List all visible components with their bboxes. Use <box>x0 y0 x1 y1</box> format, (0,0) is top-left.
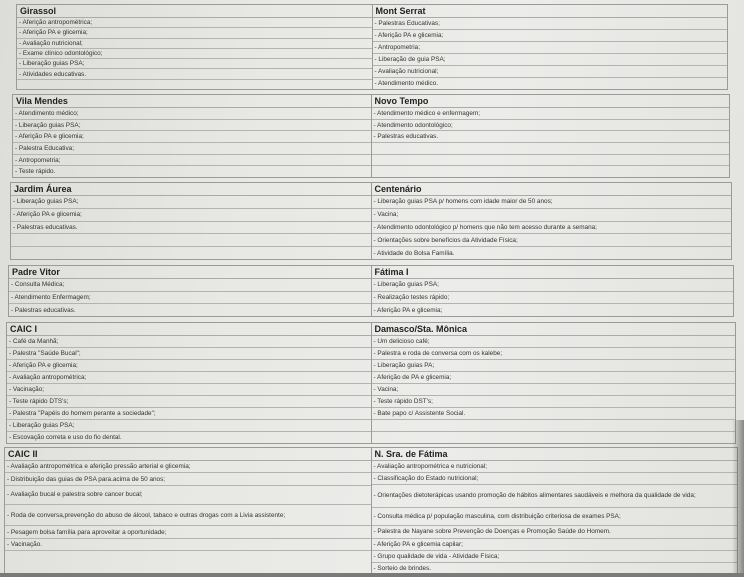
unit-title: CAIC II <box>5 448 371 461</box>
page-shadow <box>732 420 744 577</box>
list-item: - Atendimento odontológico; <box>372 120 730 132</box>
list-item: - Atividades educativas. <box>17 69 372 79</box>
list-item: - Atendimento médico. <box>374 80 439 87</box>
unit-centenario <box>372 183 732 259</box>
list-item: - Sorteio de brindes. <box>373 564 432 572</box>
section-caic2-nsrafatima <box>4 447 738 575</box>
list-item: - Liberação guias PSA; <box>372 279 734 292</box>
list-item: - Avaliação antropométrica e nutricional; <box>372 461 738 473</box>
list-item: - Aferição antropométrica; <box>17 18 372 28</box>
list-item: - Escovação correta e uso do fio dental. <box>9 434 122 441</box>
unit-vila-mendes <box>13 95 372 177</box>
list-item <box>11 247 371 259</box>
unit-jardim-aurea <box>11 183 372 259</box>
unit-title: Mont Serrat <box>373 5 728 18</box>
list-item: - Um delicioso café; <box>372 336 736 348</box>
list-item <box>372 143 730 155</box>
list-item: - Liberação guias PA; <box>372 360 736 372</box>
list-item: - Vacinação; <box>7 384 371 396</box>
list-item: - Distribuição das guias de PSA para.acima de 50 anos; <box>5 473 371 485</box>
list-item: - Aferição PA e glicemia; <box>17 28 372 38</box>
list-item: - Aferição PA e glicemia capilar; <box>372 539 738 551</box>
list-item: - Palestra "Papéis do homem perante a sociedade"; <box>7 408 371 420</box>
page-edge <box>0 573 744 577</box>
list-item: - Grupo qualidade de vida - Atividade Física; <box>372 551 738 563</box>
section-padrevitor-fatima <box>8 265 734 317</box>
list-item: - Orientações dietoterápicas usando promoção de hábitos alimentares saudáveis e melhora da qualidade de vida; <box>372 485 738 507</box>
list-item: - Atendimento odontológico p/ homens que não tem acesso durante a semana; <box>372 222 732 235</box>
unit-title: N. Sra. de Fátima <box>372 448 738 461</box>
unit-title: Jardim Áurea <box>11 183 371 196</box>
list-item: - Teste rápido DST's; <box>372 396 736 408</box>
list-item <box>17 80 372 89</box>
unit-damasco-sta-monica <box>372 323 736 443</box>
list-item: - Roda de conversa,prevenção do abuso de álcool, tabaco e outras drogas com a Livia assistente; <box>5 505 371 526</box>
unit-title: Fátima I <box>372 266 734 279</box>
list-item: - Realização testes rápido; <box>372 292 734 305</box>
list-item: - Palestra e roda de conversa com os kalebe; <box>372 348 736 360</box>
list-item: - Atendimento médico e enfermagem; <box>372 108 730 120</box>
list-item: - Palestras educativas. <box>11 306 76 314</box>
list-item <box>372 420 736 432</box>
list-item: - Aferição PA e glicemia; <box>373 30 728 42</box>
unit-title: Padre Vitor <box>9 266 371 279</box>
list-item: - Liberação guias PSA; <box>17 59 372 69</box>
unit-title: Centenário <box>372 183 732 196</box>
list-item: - Palestras Educativas; <box>373 18 728 30</box>
list-item <box>372 166 730 177</box>
list-item: - Atendimento Enfermagem; <box>9 292 371 305</box>
list-item: - Atendimento médico; <box>13 108 371 120</box>
list-item: - Palestra de Nayane sobre Prevenção de Doenças e Promoção Saúde do Homem. <box>372 526 738 538</box>
list-item: - Aferição PA e glicemia; <box>13 131 371 143</box>
list-item: - Aferição PA e glicemia; <box>11 209 371 222</box>
section-vilamendes-novotempo <box>12 94 730 178</box>
section-caic1-damasco <box>6 322 736 444</box>
unit-fatima-i <box>372 266 734 316</box>
list-item: - Exame clínico odontológico; <box>17 49 372 59</box>
unit-n-sra-de-fatima <box>372 448 738 574</box>
list-item <box>5 551 371 574</box>
list-item: - Orientações sobre benefícios da Atividade Física; <box>372 234 732 247</box>
unit-girassol <box>17 5 373 89</box>
section-girassol-montserrat <box>16 4 728 90</box>
unit-title: CAIC I <box>7 323 371 336</box>
list-item: - Avaliação bucal e palestra sobre cancer bucal; <box>5 486 371 505</box>
list-item: - Aferição PA e glicemia; <box>7 360 371 372</box>
list-item: - Antropometria; <box>373 42 728 54</box>
list-item: - Classificação do Estado nutricional; <box>372 473 738 485</box>
list-item: - Vacina; <box>372 209 732 222</box>
list-item: - Vacinação. <box>5 539 371 551</box>
list-item: - Bate papo c/ Assistente Social. <box>372 408 736 420</box>
list-item: - Teste rápido DTS's; <box>7 396 371 408</box>
list-item: - Antropometria; <box>13 155 371 167</box>
list-item: - Atividade do Bolsa Família. <box>373 249 455 257</box>
list-item: - Café da Manhã; <box>7 336 371 348</box>
list-item: - Aferição PA e glicemia; <box>373 306 443 314</box>
list-item <box>372 155 730 167</box>
list-item: - Liberação guias PSA; <box>13 120 371 132</box>
unit-novo-tempo <box>372 95 730 177</box>
list-item: - Consulta médica p/ população masculina, com distribuição criteriosa de exames PSA; <box>372 508 738 527</box>
list-item: - Aferição de PA e glicemia; <box>372 372 736 384</box>
list-item: - Liberação guias PSA; <box>7 420 371 432</box>
unit-title: Damasco/Sta. Mônica <box>372 323 736 336</box>
list-item: - Avaliação antropométrica e aferição pressão arterial e glicemia; <box>5 461 371 473</box>
list-item: - Palestra "Saúde Bucal"; <box>7 348 371 360</box>
list-item: - Palestras educativas. <box>11 222 371 235</box>
list-item: - Avaliação nutricional; <box>17 39 372 49</box>
unit-title: Vila Mendes <box>13 95 371 108</box>
unit-title: Novo Tempo <box>372 95 730 108</box>
unit-mont-serrat <box>373 5 728 89</box>
list-item: - Vacina; <box>372 384 736 396</box>
list-item: - Liberação de guia PSA; <box>373 54 728 66</box>
list-item: - Pesagem bolsa família para aproveitar a oportunidade; <box>5 526 371 538</box>
list-item: - Palestras educativas. <box>372 131 730 143</box>
list-item <box>11 234 371 247</box>
list-item: - Liberação guias PSA; <box>11 196 371 209</box>
unit-padre-vitor <box>9 266 372 316</box>
section-jardimaurea-centenario <box>10 182 732 260</box>
list-item: - Liberação guias PSA p/ homens com idade maior de 50 anos; <box>372 196 732 209</box>
unit-caic-i <box>7 323 372 443</box>
list-item: - Palestra Educativa; <box>13 143 371 155</box>
list-item: - Avaliação antropométrica; <box>7 372 371 384</box>
list-item: - Teste rápido. <box>15 168 56 176</box>
list-item: - Consulta Médica; <box>9 279 371 292</box>
unit-title: Girassol <box>17 5 372 18</box>
unit-caic-ii <box>5 448 372 574</box>
list-item: - Avaliação nutricional; <box>373 66 728 78</box>
list-item <box>372 432 736 443</box>
